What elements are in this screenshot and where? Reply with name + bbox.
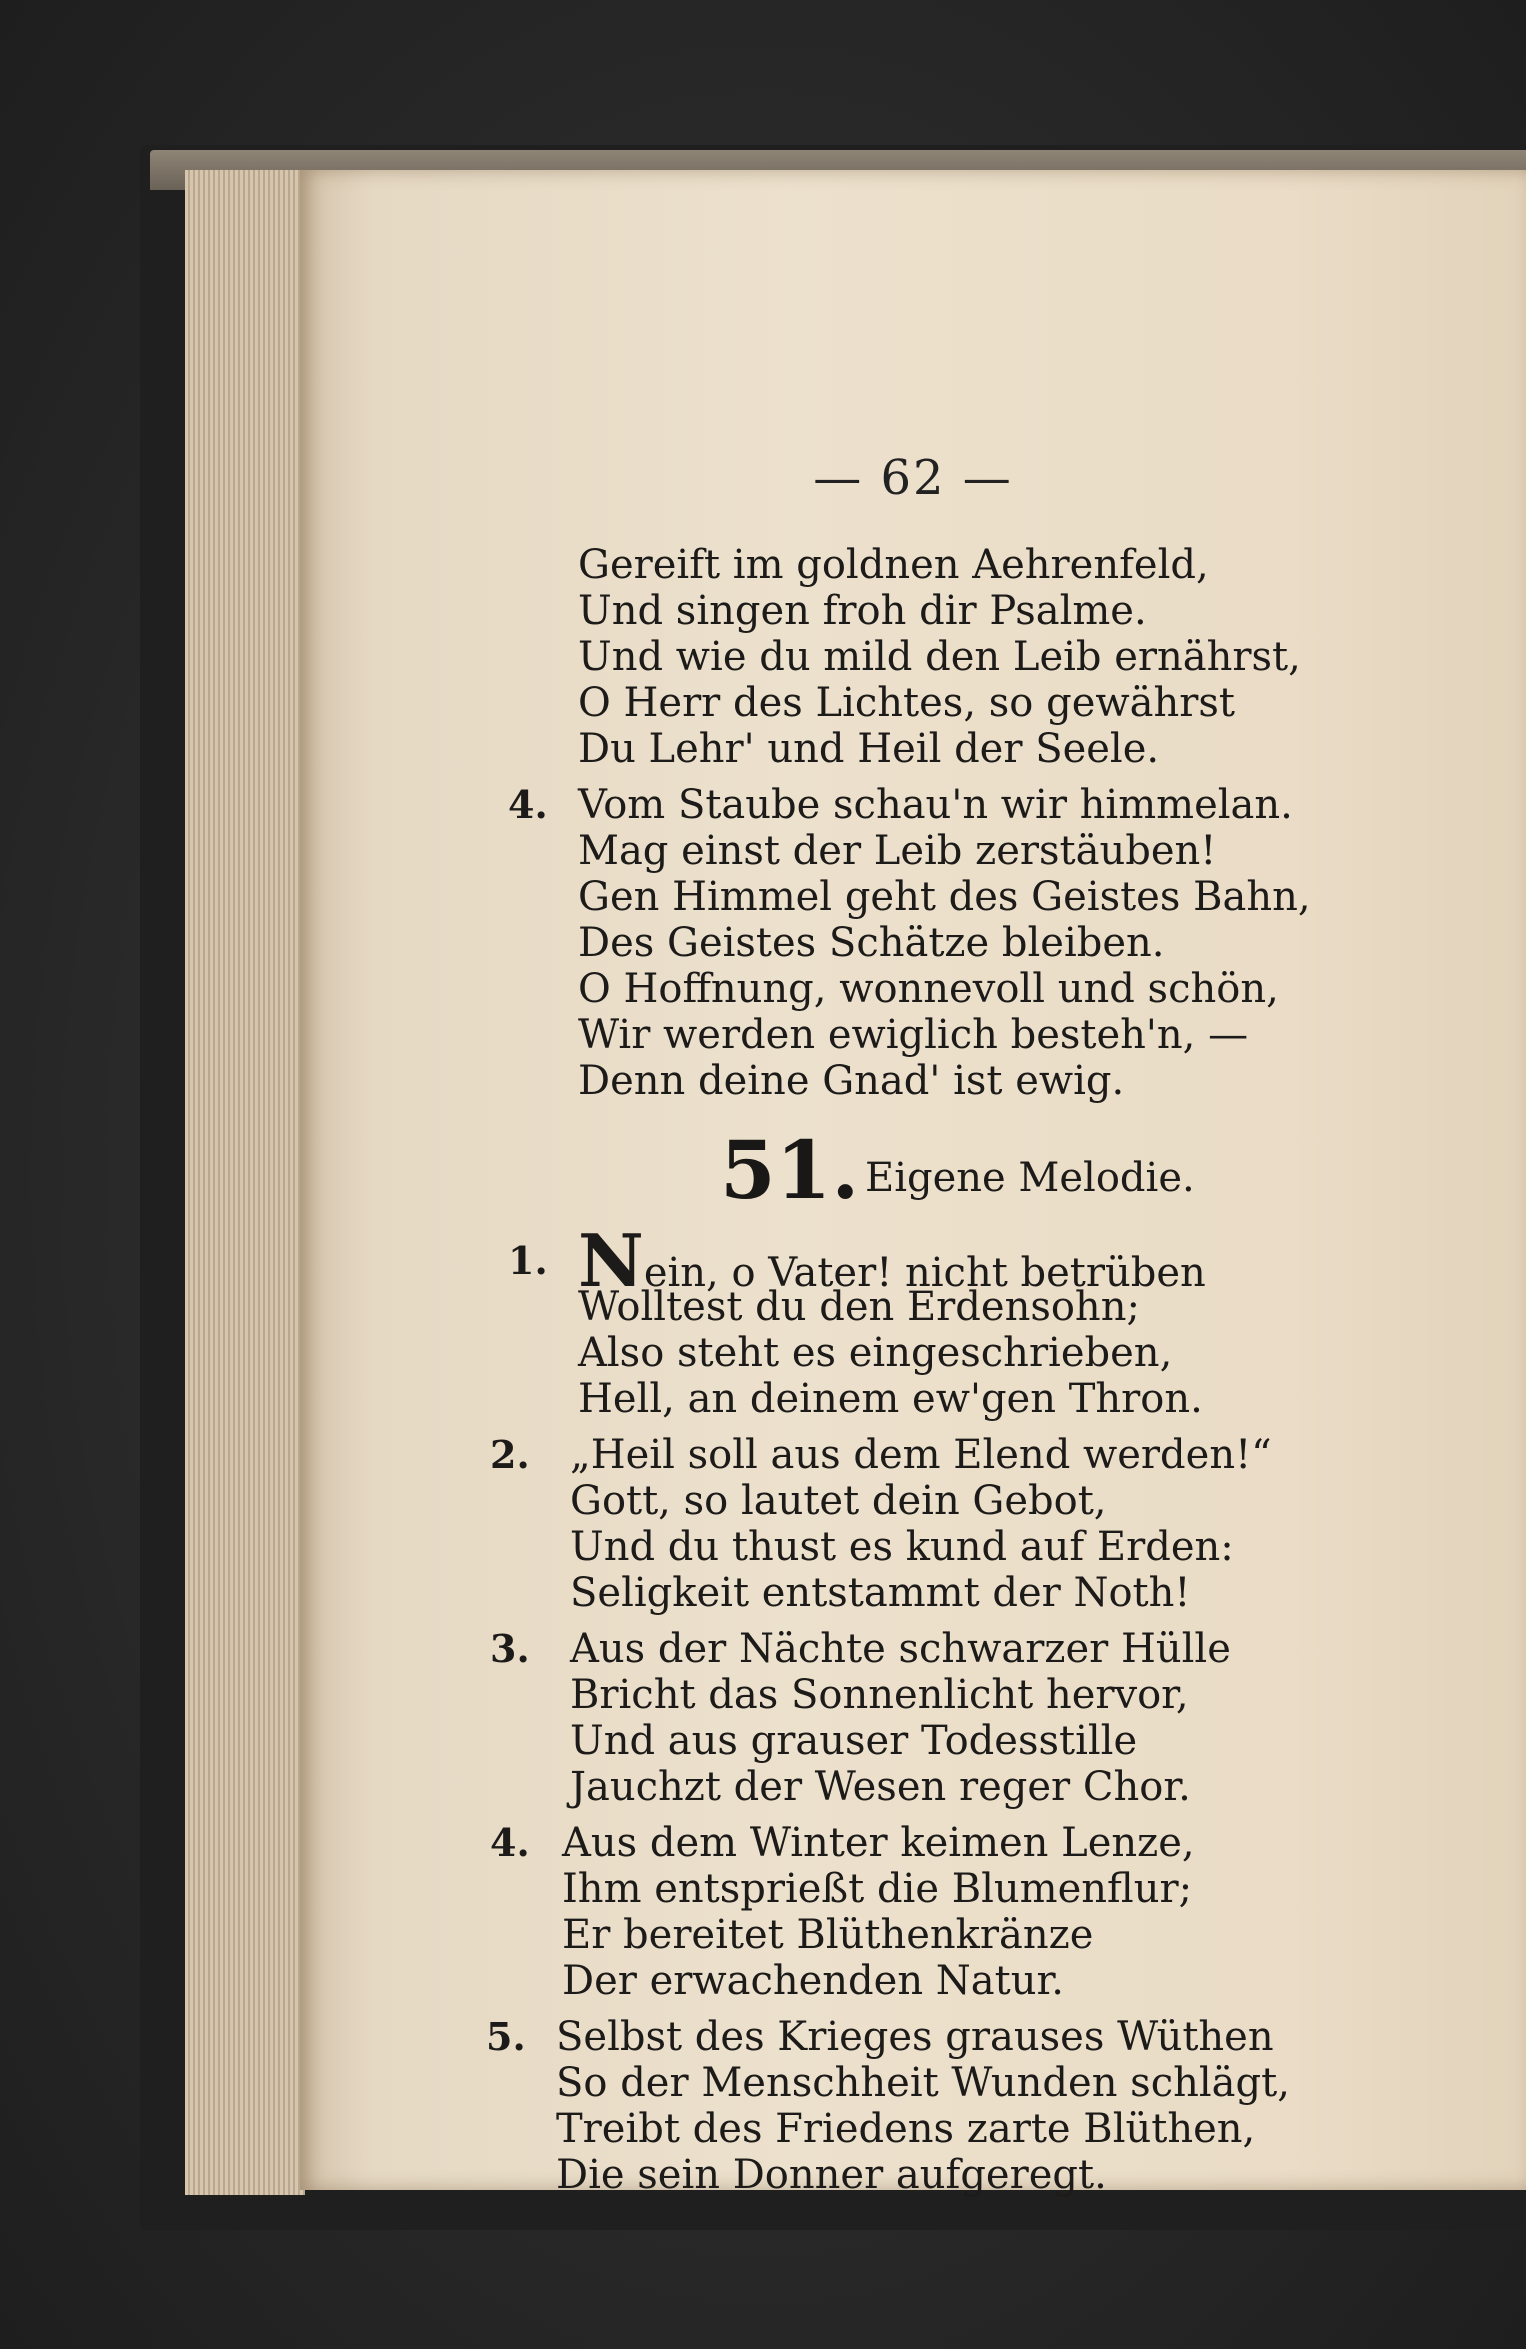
text-line-rest: ein, o Vater! nicht betrüben <box>643 1250 1206 1296</box>
text-line: Des Geistes Schätze bleiben. <box>578 920 1165 966</box>
text-line: Aus dem Winter keimen Lenze, <box>562 1820 1195 1866</box>
text-line: Der erwachenden Natur. <box>562 1958 1064 2004</box>
text-line: Denn deine Gnad' ist ewig. <box>578 1058 1125 1104</box>
text-line: Aus der Nächte schwarzer Hülle <box>570 1626 1231 1672</box>
text-line: O Herr des Lichtes, so gewährst <box>578 680 1235 726</box>
text-line: Gen Himmel geht des Geistes Bahn, <box>578 874 1311 920</box>
verse-number: 4. <box>490 1820 530 1865</box>
text-line: Jauchzt der Wesen reger Chor. <box>570 1764 1191 1810</box>
page-number: — 62 — <box>813 450 1013 506</box>
text-line: Mag einst der Leib zerstäuben! <box>578 828 1217 874</box>
text-line: Und aus grauser Todesstille <box>570 1718 1138 1764</box>
verse-number: 5. <box>486 2014 526 2059</box>
text-line: Wir werden ewiglich besteh'n, — <box>578 1012 1249 1058</box>
text-line: So der Menschheit Wunden schlägt, <box>556 2060 1290 2106</box>
text-line: Selbst des Krieges grauses Wüthen <box>556 2014 1274 2060</box>
text-line: O Hoffnung, wonnevoll und schön, <box>578 966 1279 1012</box>
text-line: Treibt des Friedens zarte Blüthen, <box>556 2106 1256 2152</box>
hymn-number: 51. <box>720 1123 860 1217</box>
text-line: Die sein Donner aufgeregt. <box>556 2152 1107 2198</box>
text-line: Ihm entsprießt die Blumenflur; <box>562 1866 1193 1912</box>
verse-number: 3. <box>490 1626 530 1671</box>
text-line: Und du thust es kund auf Erden: <box>570 1524 1234 1570</box>
text-line: Bricht das Sonnenlicht hervor, <box>570 1672 1189 1718</box>
book-page <box>300 170 1526 2198</box>
text-line: Er bereitet Blüthenkränze <box>562 1912 1094 1958</box>
text-line: Wolltest du den Erdensohn; <box>578 1284 1140 1330</box>
verse-number: 2. <box>490 1432 530 1477</box>
text-line: Gott, so lautet dein Gebot, <box>570 1478 1107 1524</box>
verse-number: 1. <box>508 1238 548 1283</box>
text-line: Vom Staube schau'n wir himmelan. <box>578 782 1293 828</box>
text-line: Seligkeit entstammt der Noth! <box>570 1570 1191 1616</box>
text-line: Also steht es eingeschrieben, <box>578 1330 1173 1376</box>
drop-cap: N <box>578 1218 644 1303</box>
verse-number: 4. <box>508 782 548 827</box>
text-line: Gereift im goldnen Aehrenfeld, <box>578 542 1209 588</box>
hymn-melody: Eigene Melodie. <box>865 1155 1195 1201</box>
page-stack <box>185 170 305 2195</box>
text-line: Und singen froh dir Psalme. <box>578 588 1147 634</box>
text-line: Und wie du mild den Leib ernährst, <box>578 634 1301 680</box>
text-line: Hell, an deinem ew'gen Thron. <box>578 1376 1203 1422</box>
text-line: Du Lehr' und Heil der Seele. <box>578 726 1160 772</box>
text-line: „Heil soll aus dem Elend werden!“ <box>570 1432 1272 1478</box>
